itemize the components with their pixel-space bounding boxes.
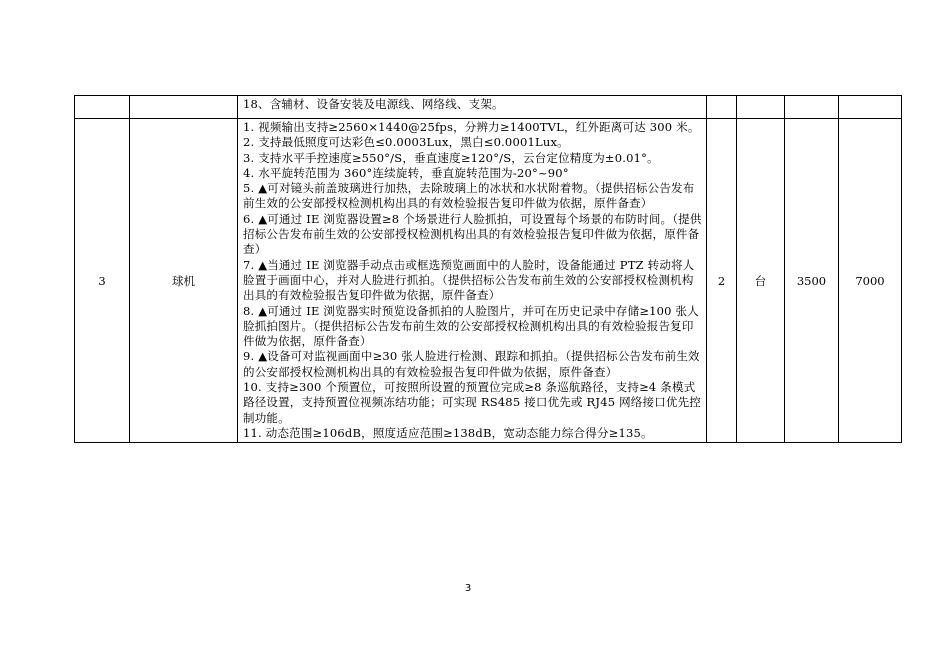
cell-quantity (707, 96, 737, 119)
spec-item: 1. 视频输出支持≥2560×1440@25fps，分辨力≥1400TVL，红外距离可达 300 米。 (243, 120, 700, 134)
cell-description (238, 119, 707, 443)
spec-item: 9. ▲设备可对监视画面中≥30 张人脸进行检测、跟踪和抓拍。（提供招标公告发布前生效的公安部授权检测机构出具的有效检验报告复印件做为依据，原件备查） (243, 349, 700, 379)
page-number: 3 (464, 583, 472, 594)
cell-total (839, 96, 902, 119)
table-row-previous (75, 96, 902, 119)
cell-description: 18、含辅材、设备安装及电源线、网络线、支架。 (238, 96, 707, 119)
cell-unit (737, 96, 785, 119)
cell-index (75, 96, 130, 119)
spec-item: 5. ▲可对镜头前盖玻璃进行加热，去除玻璃上的冰状和水状附着物。（提供招标公告发布前生效的公安部授权检测机构出具的有效检验报告复印件做为依据，原件备查） (243, 181, 695, 211)
spec-item: 6. ▲可通过 IE 浏览器设置≥8 个场景进行人脸抓拍，可设置每个场景的布防时间。（提供招标公告发布前生效的公安部授权检测机构出具的有效检验报告复印件做为依据，原件备查） (243, 211, 702, 257)
spec-item: 3. 支持水平手控速度≥550°/S，垂直速度≥120°/S，云台定位精度为±0.01°。 (243, 150, 659, 165)
spec-item: 8. ▲可通过 IE 浏览器实时预览设备抓拍的人脸图片，并可在历史记录中存储≥100 张人脸抓拍图片。（提供招标公告发布前生效的公安部授权检测机构出具的有效检验报告复印件做为依据，原件备查） (243, 303, 699, 349)
table-row-item-3 (75, 119, 902, 443)
spec-item: 11. 动态范围≥106dB，照度适应范围≥138dB，宽动态能力综合得分≥135。 (243, 425, 653, 440)
cell-unit-price (785, 96, 839, 119)
cell-name (130, 96, 238, 119)
cell-unit: 台 (737, 119, 785, 443)
cell-index: 3 (75, 119, 130, 443)
cell-unit-price: 3500 (785, 119, 839, 443)
spec-item: 10. 支持≥300 个预置位，可按照所设置的预置位完成≥8 条巡航路径，支持≥4 条模式路径设置，支持预置位视频冻结功能；可实现 RS485 接口优先或 RJ45 网络接口优先控制功能。 (243, 380, 702, 425)
spec-item: 4. 水平旋转范围为 360°连续旋转，垂直旋转范围为-20°~90° (243, 165, 569, 180)
spec-table (74, 95, 902, 443)
spec-item: 7. ▲当通过 IE 浏览器手动点击或框选预览画面中的人脸时，设备能通过 PTZ 转动将人脸置于画面中心，并对人脸进行抓拍。（提供招标公告发布前生效的公安部授权检测机构出具的有效检验报告复印件做为依据，原件备查） (243, 257, 695, 303)
cell-total: 7000 (839, 119, 902, 443)
cell-name: 球机 (130, 119, 238, 443)
spec-item: 2. 支持最低照度可达彩色≤0.0003Lux，黑白≤0.0001Lux。 (243, 135, 569, 150)
cell-quantity: 2 (707, 119, 737, 443)
